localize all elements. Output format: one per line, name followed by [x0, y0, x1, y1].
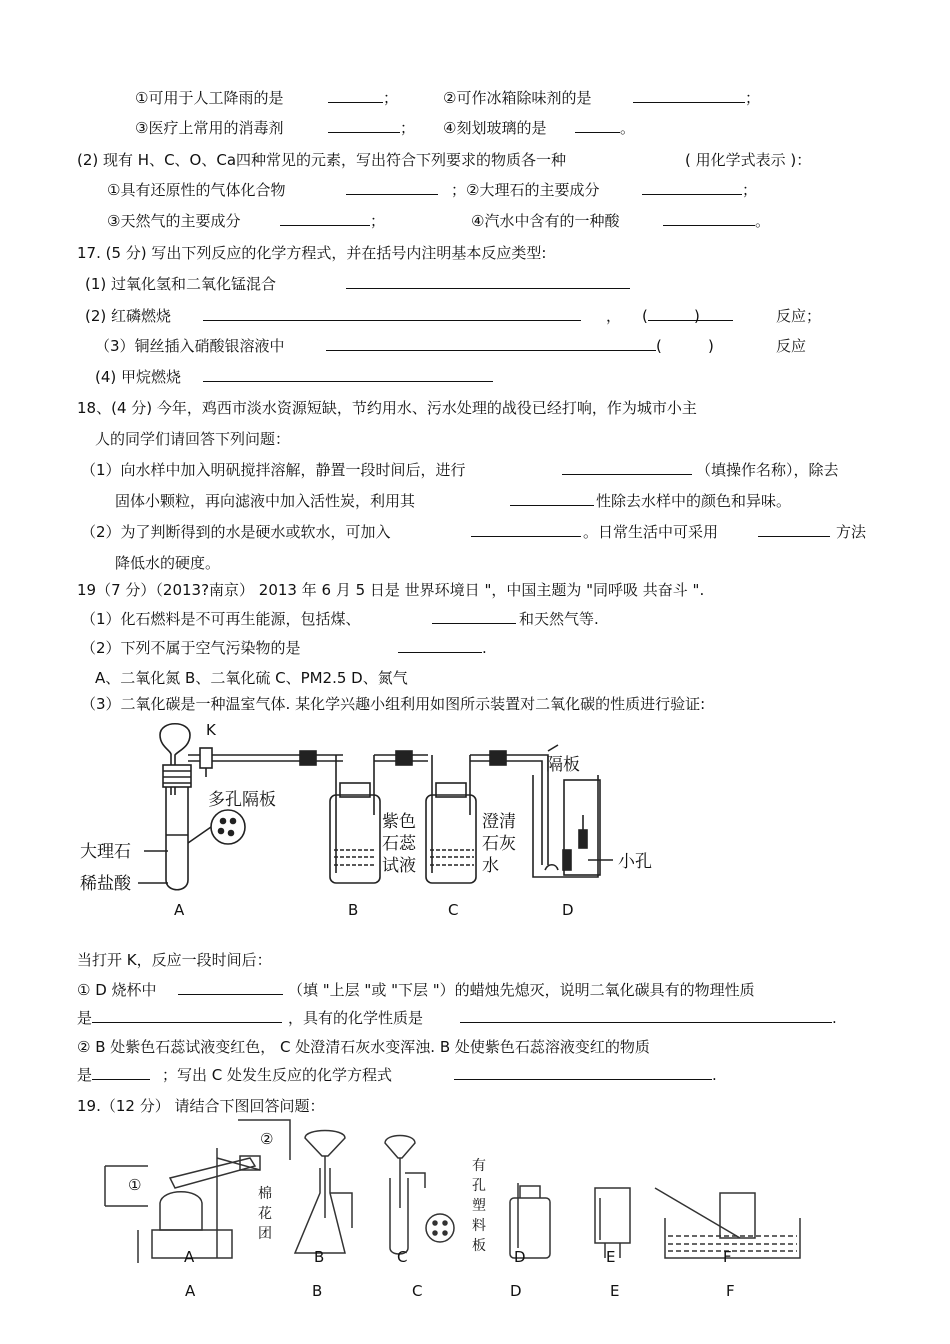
q17-stem: 17. (5 分) 写出下列反应的化学方程式，并在括号内注明基本反应类型: — [77, 244, 547, 262]
label-circle-2: ② — [260, 1130, 274, 1148]
label-cotton: 棉花团 — [258, 1186, 272, 1242]
label-litmus: 紫色石蕊试液 — [382, 812, 416, 876]
label-inner-D: D — [514, 1248, 526, 1266]
label-hole: 小孔 — [618, 852, 652, 872]
label-acid: 稀盐酸 — [80, 874, 131, 894]
label-C: C — [448, 901, 459, 919]
q19-stem: 19（7 分）（2013?南京） 2013 年 6 月 5 日是 世界环境日 "，中国主题为 "同呼吸 共奋斗 ". — [77, 581, 705, 599]
q20-stem: 19.（12 分） 请结合下图回答问题： — [77, 1097, 325, 1115]
q16-part2-note: ( 用化学式表示 )： — [685, 151, 812, 169]
label-K: K — [206, 721, 216, 739]
label-A: A — [174, 901, 185, 919]
label-inner-E: E — [606, 1248, 616, 1266]
label-limewater: 澄清石灰水 — [482, 812, 516, 876]
q16-item-1: ①可用于人工降雨的是 — [135, 89, 284, 107]
fig-letter-B: B — [312, 1282, 323, 1300]
label-circle-1: ① — [128, 1176, 142, 1194]
q16-item-4: ④刻划玻璃的是 — [443, 119, 547, 137]
fig-letter-C: C — [412, 1282, 423, 1300]
q16-item-2: ②可作冰箱除味剂的是 — [443, 89, 592, 107]
q18-stem: 18、(4 分) 今年，鸡西市淡水资源短缺，节约用水、污水处理的战役已经打响，作为城市小主 — [77, 399, 697, 417]
label-porous-plate: 多孔隔板 — [208, 790, 276, 810]
exam-page: ①可用于人工降雨的是 ； ②可作冰箱除味剂的是 ； ③医疗上常用的消毒剂 ； ④刻划玻璃的是 。 (2) 现有 H、C、O、Ca四种常见的元素，写出符合下列要求的物质各一种 ( 用化学式表示 )： ①具有还原性的气体化合物 ；②大理石的主要成分 ； ③天然气的主要成分 ； ④汽水中含有的一种酸 。 17. (5 分) 写出下列反应的化学方程式，并在括号内注明基本反应类型: (1) 过氧化氢和二氧化锰混合 (2) 红磷燃烧 ， ( ) 反应； （3）铜丝插入硝酸银溶液中 ( ) 反应 (4) 甲烷燃烧 18、(4 分) 今年，鸡西市淡水资源短缺，节约用水、污水处理的战役已经打响，作为城市小主 人的同学们请回答下列问题： （1）向水样中加入明矾搅拌溶解，静置一段时间后，进行 （填操作名称），除去 固体小颗粒，再向滤液中加入活性炭，利用其 性除去水样中的颜色和异味。 （2）为了判断得到的水是硬水或软水，可加入 。日常生活中可采用 方法 降低水的硬度。 19（7 分）（2013?南京） 2013 年 6 月 5 日是 世界环境日 "，中国主题为 "同呼吸 共奋斗 ". （1）化石燃料是不可再生能源，包括煤、 和天然气等. （2）下列不属于空气污染物的是 . A、二氧化氮 B、二氧化硫 C、PM2.5 D、氮气 （3）二氧化碳是一种温室气体. 某化学兴趣小组利用如图所示装置对二氧化碳的性质进行验证: K 多孔隔板 大理石 稀盐酸 紫色石蕊试液 澄清石灰水 隔板 小孔 A B C D 当打开 K，反应一段时间后： ① D 烧杯中 （填 "上层 "或 "下层 "）的蜡烛先熄灭，说明二氧化碳具有的物理性质 是 ，具有的化学性质是 . ② B 处紫色石蕊试液变红色， C 处澄清石灰水变浑浊. B 处使紫色石蕊溶液变红的物质 是 ；写出 C 处发生反应的化学方程式 . 19.（12 分） 请结合下图回答问题： ① ② 棉花团 有孔塑料板 A B C D E F A B C D E F — [0, 0, 950, 1344]
fig-letter-E: E — [610, 1282, 620, 1300]
q16-part2-stem: (2) 现有 H、C、O、Ca四种常见的元素，写出符合下列要求的物质各一种 — [77, 151, 567, 169]
label-D: D — [562, 901, 574, 919]
label-plate: 有孔塑料板 — [472, 1158, 486, 1254]
fig-letter-D: D — [510, 1282, 522, 1300]
gas-apparatus-figure — [100, 1118, 820, 1308]
label-inner-C: C — [397, 1248, 408, 1266]
label-inner-B: B — [314, 1248, 325, 1266]
label-inner-F: F — [723, 1248, 732, 1266]
q19-options: A、二氧化氮 B、二氧化硫 C、PM2.5 D、氮气 — [95, 669, 408, 687]
label-B: B — [348, 901, 359, 919]
label-marble: 大理石 — [80, 842, 131, 862]
fig-letter-F: F — [726, 1282, 735, 1300]
fig-letter-A: A — [185, 1282, 196, 1300]
q16-item-3: ③医疗上常用的消毒剂 — [135, 119, 284, 137]
label-partition: 隔板 — [546, 755, 580, 775]
co2-apparatus-figure — [78, 715, 678, 925]
label-inner-A: A — [184, 1248, 195, 1266]
